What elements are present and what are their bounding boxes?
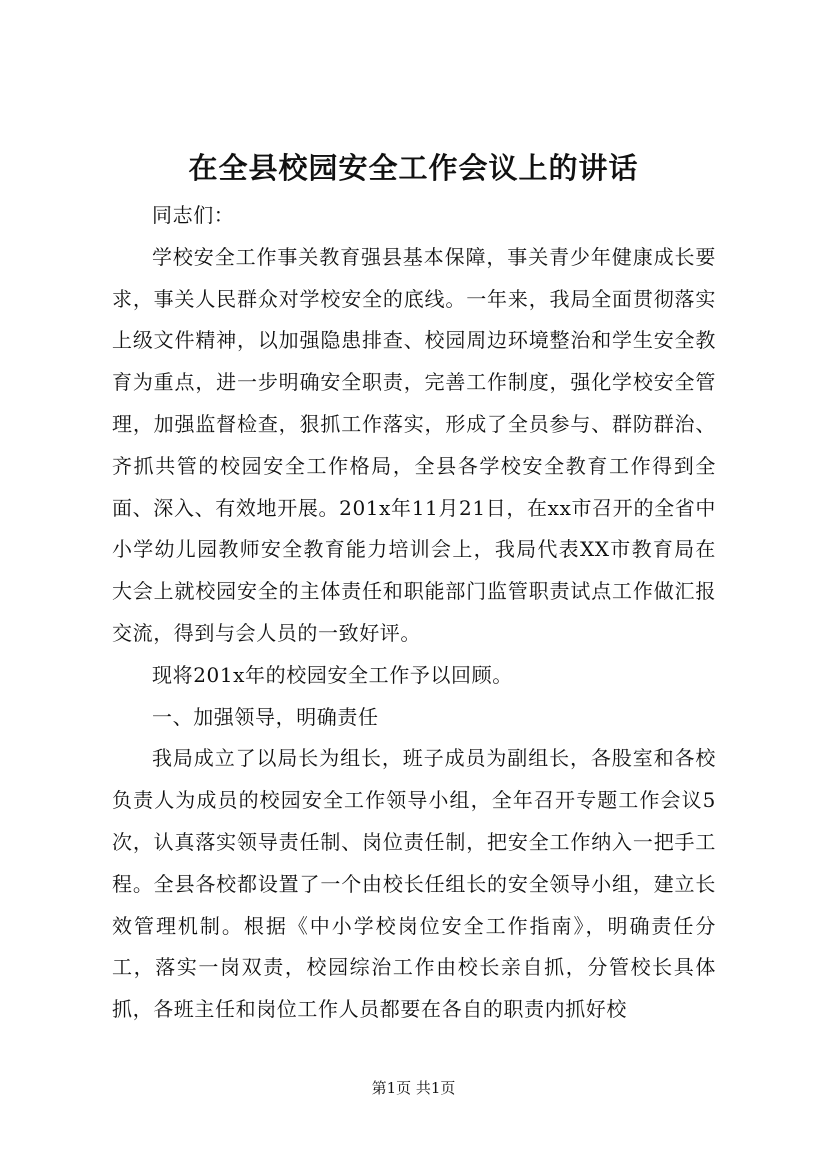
paragraph-intro: 学校安全工作事关教育强县基本保障，事关青少年健康成长要求，事关人民群众对学校安全的底线。一年来，我局全面贯彻落实上级文件精神，以加强隐患排查、校园周边环境整治和学生安全教育为重点，进一步明确安全职责，完善工作制度，强化学校安全管理，加强监督检查，狠抓工作落实，形成了全员参与、群防群治、齐抓共管的校园安全工作格局，全县各学校安全教育工作得到全面、深入、有效地开展。201x年11月21日，在xx市召开的全省中小学幼儿园教师安全教育能力培训会上，我局代表XX市教育局在大会上就校园安全的主体责任和职能部门监管职责试点工作做汇报交流，得到与会人员的一致好评。 [112, 244, 716, 645]
salutation: 同志们： [152, 203, 235, 227]
document-body [112, 195, 716, 1031]
paragraph-review: 现将201x年的校园安全工作予以回顾。 [152, 662, 513, 687]
section-heading-1: 一、加强领导，明确责任 [152, 704, 379, 729]
document-title: 在全县校园安全工作会议上的讲话 [188, 151, 639, 185]
page-footer: 第1页 共1页 [371, 1079, 456, 1097]
paragraph-leadership: 我局成立了以局长为组长，班子成员为副组长，各股室和各校负责人为成员的校园安全工作领导小组，全年召开专题工作会议5次，认真落实领导责任制、岗位责任制，把安全工作纳入一把手工程。全县各校都设置了一个由校长任组长的安全领导小组，建立长效管理机制。根据《中小学校岗位安全工作指南》，明确责任分工，落实一岗双责，校园综治工作由校长亲自抓，分管校长具体抓，各班主任和岗位工作人员都要在各自的职责内抓好校 [112, 746, 716, 1022]
